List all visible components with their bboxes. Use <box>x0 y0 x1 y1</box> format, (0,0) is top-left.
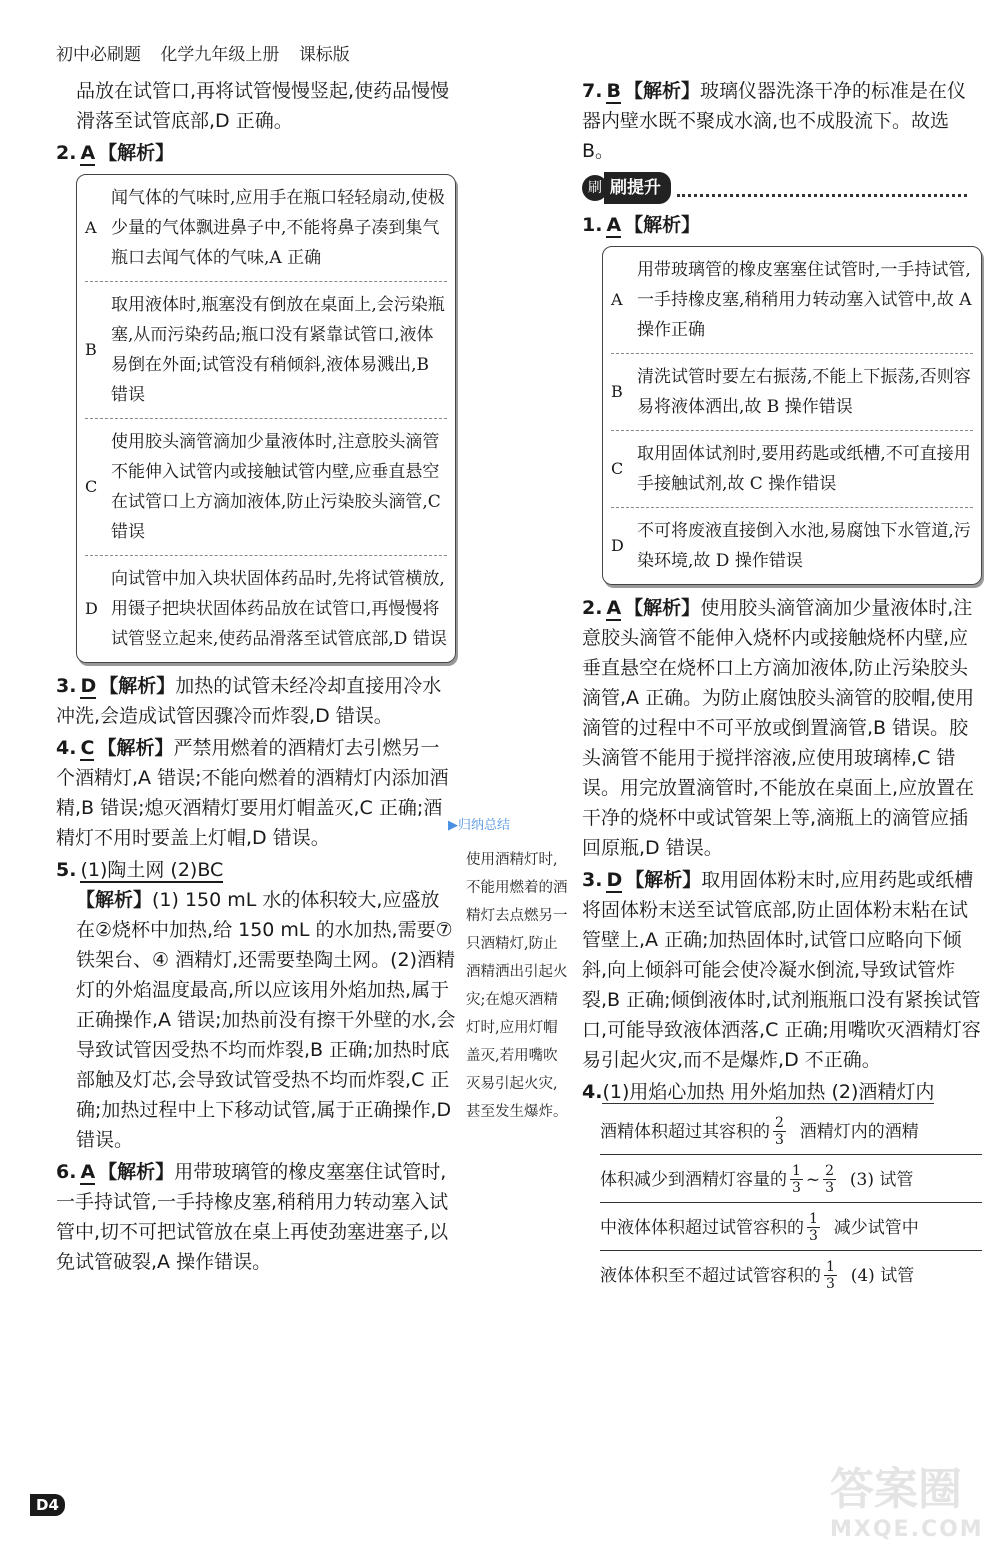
question-r2: 2. A 【解析】使用胶头滴管滴加少量液体时,注意胶头滴管不能伸入烧杯内或接触烧杯内壁,应垂直悬空在烧杯口上方滴加液体,防止污染胶头滴管,A 正确。为防止腐蚀胶头滴管的胶帽,使用滴管的过程中不可平放或倒置滴管,B 错误。胶头滴管不能用于搅拌溶液,应使用玻璃棒,C 错误。用完放置滴管时,不能放在桌面上,应放置在干净的烧杯中或试管架上等,滴瓶上的滴管应插回原瓶,D 错误。 <box>582 597 975 859</box>
brush-icon: 刷 <box>582 175 608 201</box>
table-row: B 取用液体时,瓶塞没有倒放在桌面上,会污染瓶塞,从而污染药品;瓶口没有紧靠试管口,液体易倒在外面;试管没有稍倾斜,液体易溅出,B 错误 <box>85 282 447 419</box>
summary-label: ▶归纳总结 <box>448 818 510 833</box>
question-3: 3. D 【解析】加热的试管未经冷却直接用冷水冲洗,会造成试管因骤冷而炸裂,D 错误。 <box>56 675 442 727</box>
question-r1: 1. A 【解析】 <box>582 214 701 236</box>
question-4: 4. C 【解析】严禁用燃着的酒精灯去引燃另一个酒精灯,A 错误;不能向燃着的酒精灯内添加酒精,B 错误;熄灭酒精灯要用灯帽盖灭,C 正确;酒精灯不用时要盖上灯帽,D 错误。 <box>56 737 449 849</box>
page-number: D4 <box>30 1494 65 1516</box>
summary-note: 使用酒精灯时,不能用燃着的酒精灯去点燃另一只酒精灯,防止酒精洒出引起火灾;在熄灭酒精灯时,应用灯帽盖灭,若用嘴吹灭易引起火灾,甚至发生爆炸。 <box>466 852 568 1120</box>
answer-line: 中液体体积超过试管容积的 $\frac{1}{3}$ 减少试管中 <box>600 1203 982 1251</box>
answer-line: 液体体积至不超过试管容积的 $\frac{1}{3}$ (4) 试管 <box>600 1259 915 1292</box>
fraction: $\frac{1}{3}$ <box>826 1259 835 1292</box>
left-column <box>56 76 456 1277</box>
section-badge <box>582 172 967 204</box>
table-row: D 不可将废液直接倒入水池,易腐蚀下水管道,污染环境,故 D 操作错误 <box>611 521 971 571</box>
table-row: D 向试管中加入块状固体药品时,先将试管横放,用镊子把块状固体药品放在试管口,再慢慢将试管竖立起来,使药品滑落至试管底部,D 错误 <box>85 569 447 649</box>
fraction: $\frac{2}{3}$ <box>775 1115 784 1148</box>
watermark-logo: 答案圈 MXQE.COM <box>830 1464 984 1542</box>
analysis-table-q2 <box>76 174 456 663</box>
question-2: 2. A 【解析】 <box>56 142 175 164</box>
fraction: $\frac{2}{3}$ <box>825 1163 835 1196</box>
section-title: 刷提升 <box>604 172 671 204</box>
analysis-table-r1 <box>602 246 982 585</box>
edition-label: 课标版 <box>298 45 350 65</box>
question-7: 7. B 【解析】玻璃仪器洗涤干净的标准是在仪器内壁水既不聚成水滴,也不成股流下。故选 B。 <box>582 80 966 162</box>
dotted-divider <box>677 180 967 197</box>
table-row: C 取用固体试剂时,要用药匙或纸槽,不可直接用手接触试剂,故 C 操作错误 <box>611 431 973 508</box>
question-6: 6. A 【解析】用带玻璃管的橡皮塞塞住试管时,一手持试管,一手持橡皮塞,稍稍用力转动塞入试管中,切不可把试管放在桌上再使劲塞进塞子,以免试管破裂,A 操作错误。 <box>56 1161 449 1273</box>
table-row: A 用带玻璃管的橡皮塞塞住试管时,一手持试管,一手持橡皮塞,稍稍用力转动塞入试管中,故 A 操作正确 <box>611 247 973 354</box>
table-row: A 闻气体的气味时,应用手在瓶口轻轻扇动,使极少量的气体飘进鼻子中,不能将鼻子凑到集气瓶口去闻气体的气味,A 正确 <box>85 175 447 282</box>
question-r4: 4.(1)用焰心加热 用外焰加热 (2)酒精灯内 酒精体积超过其容积的 $\frac{2}{3}$ 酒精灯内的酒精 体积减少到酒精灯容量的 $\frac{1}{3}$ ~ $\frac{2}{3}$ (3) 试管 中液体体积超过试管容积的 $\frac{1}{3}$ 减少试管中 液体体积至不超过试管容积的 $\frac{1}{3}$ (4) 试管 <box>582 1077 982 1298</box>
question-r3: 3. D 【解析】取用固体粉末时,应用药匙或纸槽将固体粉末送至试管底部,防止固体粉末粘在试管壁上,A 正确;加热固体时,试管口应略向下倾斜,向上倾斜可能会使冷凝水倒流,导致试管炸裂,B 正确;倾倒液体时,试剂瓶瓶口没有紧挨试管口,可能导致液体洒落,C 正确;用嘴吹灭酒精灯容易引起火灾,而不是爆炸,D 不正确。 <box>582 869 981 1071</box>
question-5: 5. (1)陶土网 (2)BC 【解析】(1) 150 mL 水的体积较大,应盛放在②烧杯中加热,给 150 mL 的水加热,需要⑦铁架台、④ 酒精灯,还需要垫陶土网。(2)酒精灯的外焰温度最高,所以应该用外焰加热,属于正确操作,A 错误;加热前没有擦干外壁的水,会导致试管因受热不均而炸裂,B 正确;加热时底部触及灯芯,会导致试管受热不均而炸裂,C 正确;加热过程中上下移动试管,属于正确操作,D 错误。 <box>56 859 456 1151</box>
fraction: $\frac{1}{3}$ <box>792 1163 801 1196</box>
fraction: $\frac{1}{3}$ <box>809 1211 818 1244</box>
intro-text: 品放在试管口,再将试管慢慢竖起,使药品慢慢滑落至试管底部,D 正确。 <box>76 80 450 132</box>
answer-line: 酒精体积超过其容积的 $\frac{2}{3}$ 酒精灯内的酒精 <box>600 1107 982 1155</box>
book-title: 初中必刷题 <box>56 45 141 65</box>
answer-line: 体积减少到酒精灯容量的 $\frac{1}{3}$ ~ $\frac{2}{3}$ (3) 试管 <box>600 1155 982 1203</box>
table-row: B 清洗试管时要左右振荡,不能上下振荡,否则容易将液体洒出,故 B 操作错误 <box>611 354 973 431</box>
answer: A <box>80 142 96 164</box>
right-column <box>582 76 982 1298</box>
page-header <box>56 40 350 65</box>
subject-title: 化学九年级上册 <box>160 45 280 65</box>
table-row: C 使用胶头滴管滴加少量液体时,注意胶头滴管不能伸入试管内或接触试管内壁,应垂直悬空在试管口上方滴加液体,防止污染胶头滴管,C 错误 <box>85 419 447 556</box>
